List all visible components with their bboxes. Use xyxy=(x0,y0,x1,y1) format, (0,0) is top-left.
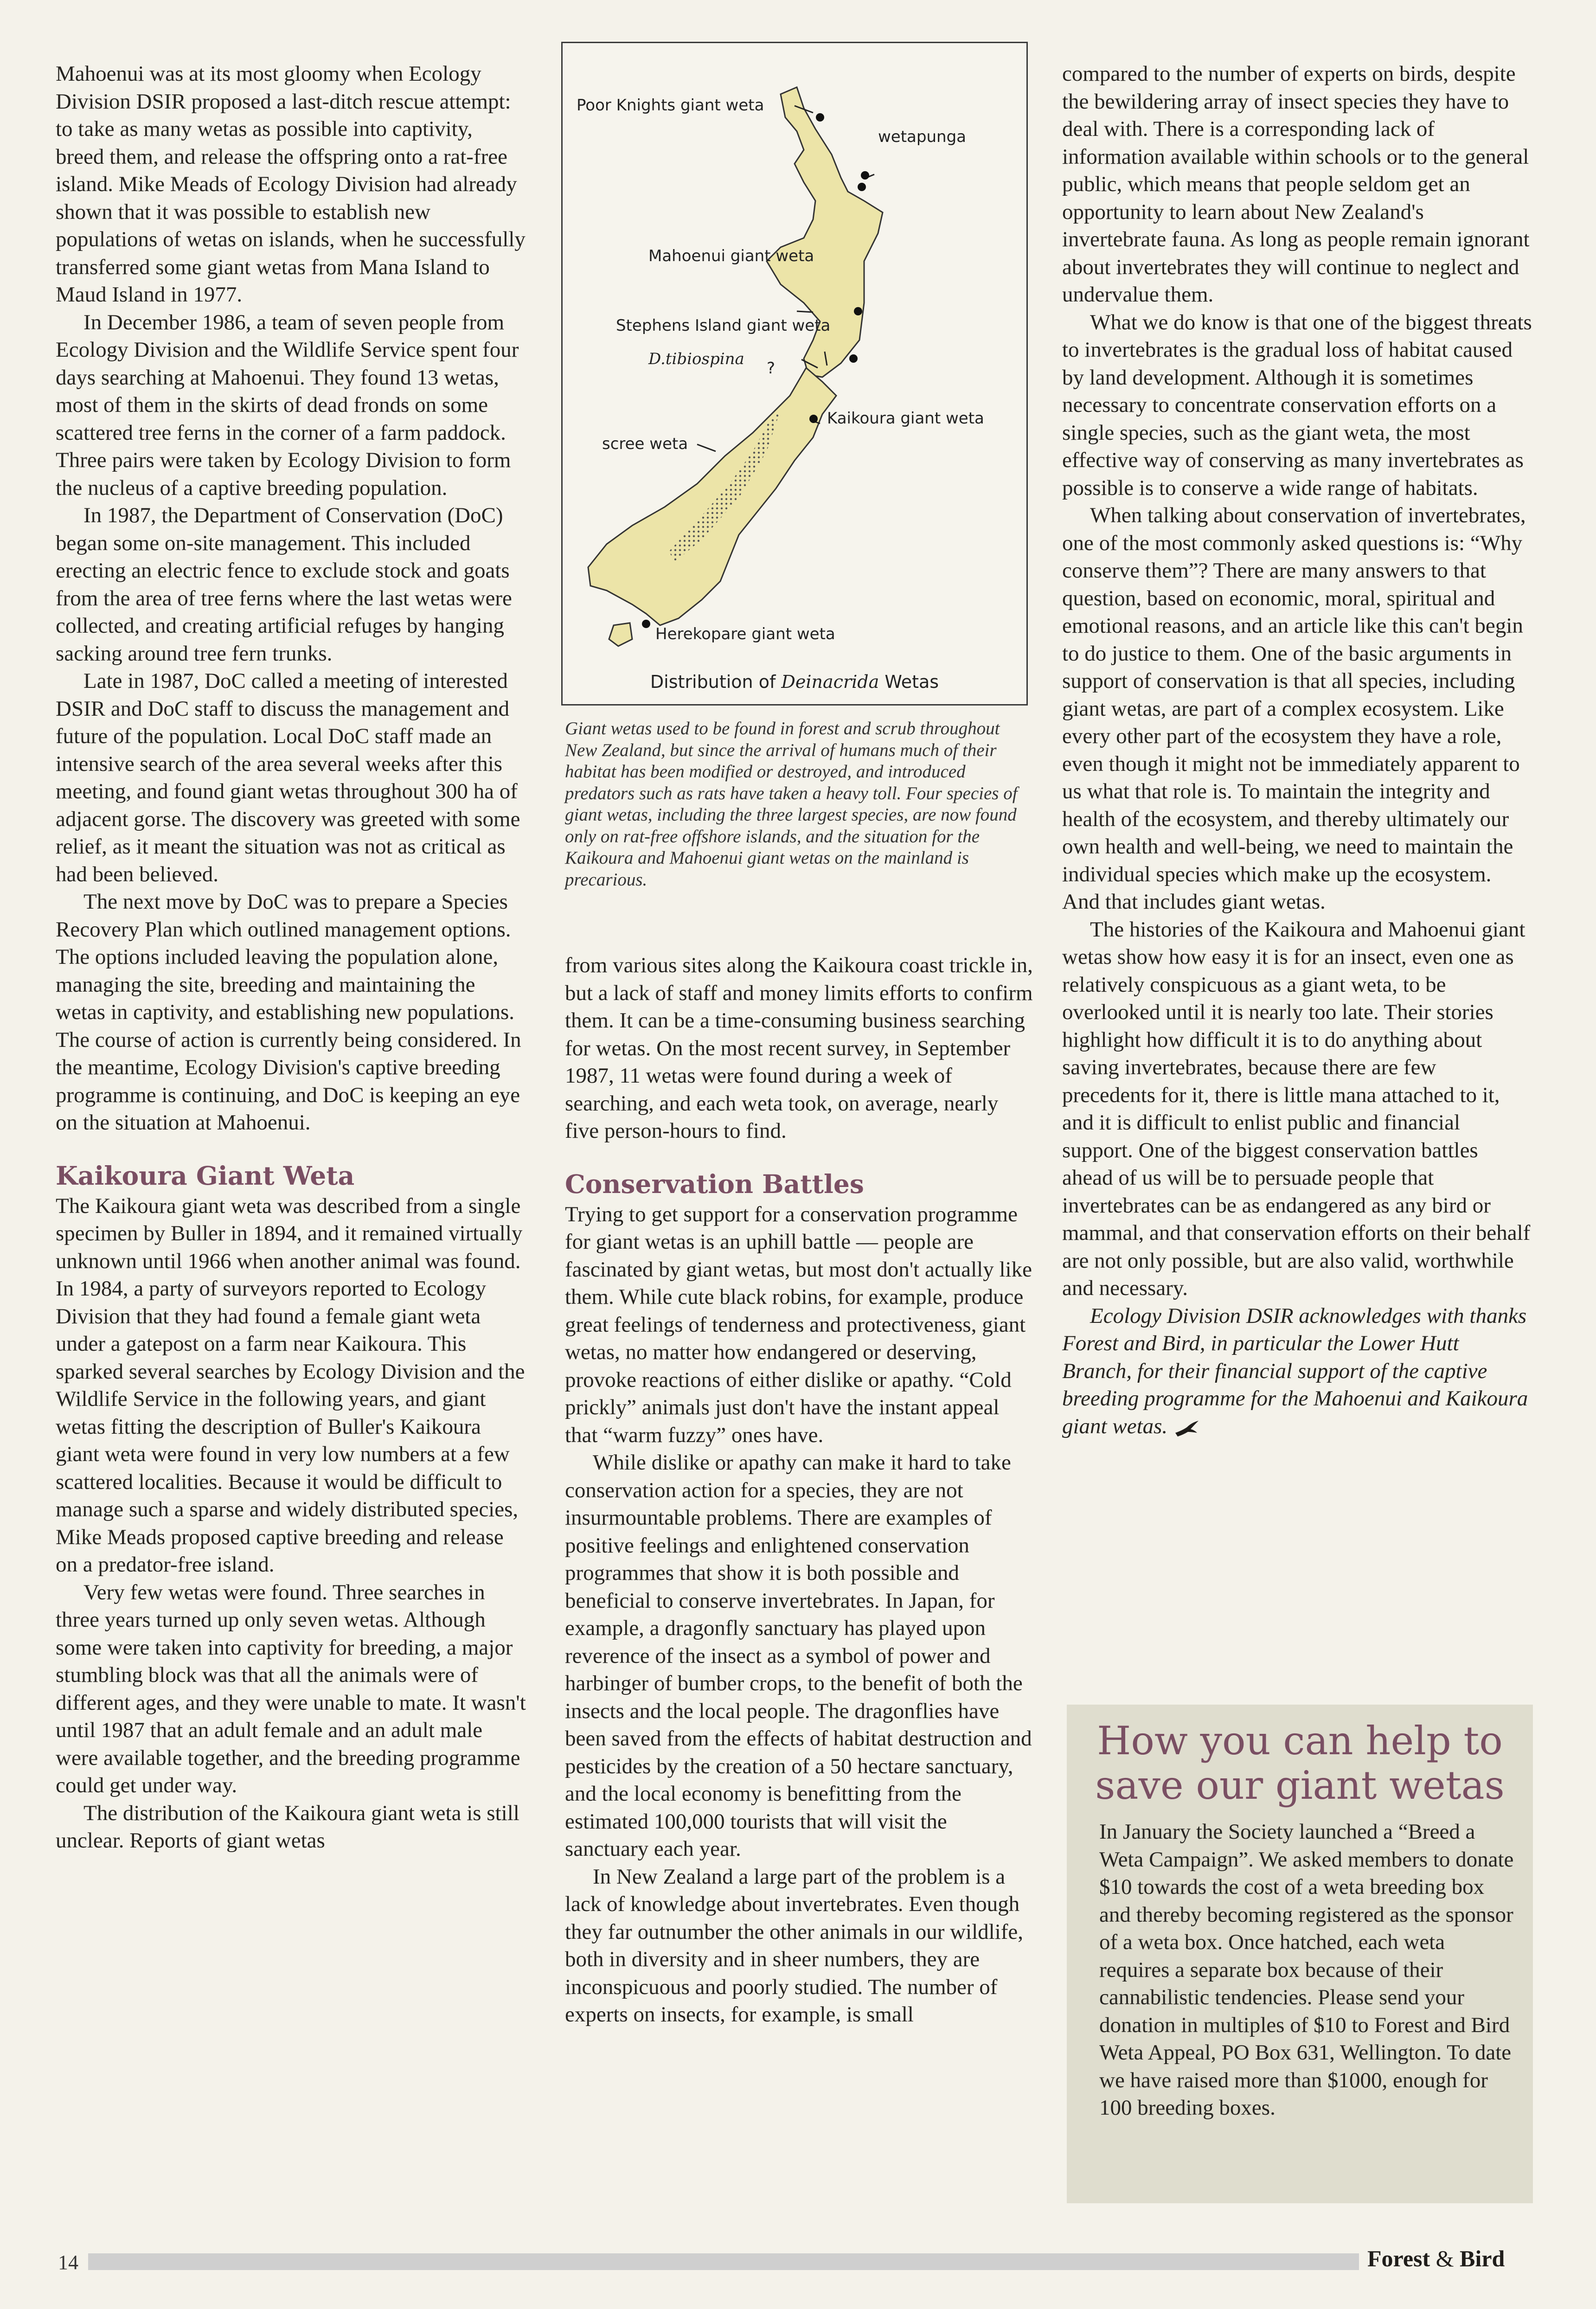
paragraph: What we do know is that one of the biggest threats to invertebrates is the gradual loss of habitat caused by land development. Although it is sometimes necessary to concentrate conservation efforts on a single species, such as the giant weta, the most effective way of conserving as many invertebrates as possible is to conserve a wide range of habitats. xyxy=(1062,310,1532,500)
paragraph: Trying to get support for a conservation programme for giant wetas is an uphill battle — people are fascinated by giant wetas, but most don't actually like them. While cute black robins, for example, produce great feelings of tenderness and protectiveness, giant wetas, no matter how endangered or deserving, provoke reactions of either dislike or apathy. “Cold prickly” animals just don't have the instant appeal that “warm fuzzy” ones have. xyxy=(565,1202,1032,1447)
paragraph: Late in 1987, DoC called a meeting of interested DSIR and DoC staff to discuss the management and future of the population. Local DoC staff made an intensive search of the area several weeks after this meeting, and found giant wetas throughout 300 ha of adjacent gorse. The discovery was greeted with some relief, as it meant the situation was not as critical as had been believed. xyxy=(56,669,520,886)
map-title xyxy=(563,672,1026,692)
distribution-map xyxy=(561,42,1028,706)
label-wetapunga: wetapunga xyxy=(878,128,966,146)
paragraph: The next move by DoC was to prepare a Species Recovery Plan which outlined management options. The options included leaving the population alone, managing the site, breeding and maintaining the wetas in captivity, and establishing new populations. The course of action is currently being considered. In the meantime, Ecology Division's captive breeding programme is continuing, and DoC is keeping an eye on the situation at Mahoenui. xyxy=(56,890,521,1135)
label-herekopare: Herekopare giant weta xyxy=(655,625,835,643)
location-dot-icon xyxy=(849,354,858,363)
left-paragraphs-2 xyxy=(56,1193,526,1855)
magazine-title-part1: Forest xyxy=(1367,2245,1430,2271)
help-sidebar xyxy=(1067,1705,1533,2203)
paragraph: The Kaikoura giant weta was described from a single specimen by Buller in 1894, and it remained virtually unknown until 1966 when another animal was found. In 1984, a party of surveyors reported to Ecology Division that they had found a female giant weta under a gatepost on a farm near Kaikoura. This sparked several searches by Ecology Division and the Wildlife Service in the following years, and giant wetas fitting the description of Buller's Kaikoura giant weta were found in very low numbers at a few scattered localities. Because it would be difficult to manage such a sparse and widely distributed species, Mike Meads proposed captive breeding and release on a predator-free island. xyxy=(56,1193,525,1577)
page-number: 14 xyxy=(58,2251,78,2274)
magazine-title-part2: Bird xyxy=(1460,2245,1505,2271)
paragraph: When talking about conservation of invertebrates, one of the most commonly asked questions is: “Why conserve them”? There are many answers to that question, based on economic, moral, spiritual and emotional reasons, and an article like this can't begin to do justice to them. One of the basic arguments in support of conservation is that all species, including giant wetas, are part of a complex ecosystem. Like every other part of the ecosystem they have a role, even though it might not be immediately apparent to us what that role is. To maintain the integrity and health of the ecosystem, and thereby ultimately our own health and well-being, we need to maintain the individual species which make up the ecosystem. And that includes giant wetas. xyxy=(1062,503,1526,914)
kaikoura-heading: Kaikoura Giant Weta xyxy=(56,1160,355,1191)
paragraph: Very few wetas were found. Three searches in three years turned up only seven wetas. Although some were taken into captivity for breeding, a major stumbling block was that all the animals were of different ages, and they were unable to mate. It wasn't until 1987 that an adult female and an adult male were available together, and the breeding programme could get under way. xyxy=(56,1580,526,1797)
location-dot-icon xyxy=(809,415,818,423)
paragraph: In December 1986, a team of seven people from Ecology Division and the Wildlife Service spent four days searching at Mahoenui. They found 13 wetas, most of them in the skirts of dead fronds on some scattered tree ferns in the corner of a farm paddock. Three pairs were taken by Ecology Division to form the nucleus of a captive breeding population. xyxy=(56,310,519,500)
label-poor-knights: Poor Knights giant weta xyxy=(577,96,764,115)
location-dot-icon xyxy=(642,620,650,628)
label-tibiospina: D.tibiospina xyxy=(648,350,744,368)
left-paragraphs-1 xyxy=(56,60,526,1137)
location-dot-icon xyxy=(816,113,824,122)
label-stephens: Stephens Island giant weta xyxy=(616,316,831,335)
location-dot-icon xyxy=(858,183,866,191)
label-question-mark: ? xyxy=(767,359,776,378)
stewart-island-shape xyxy=(609,623,632,646)
left-column xyxy=(56,60,526,1855)
footer-rule xyxy=(88,2253,1359,2270)
paragraph: compared to the number of experts on birds, despite the bewildering array of insect species they have to deal with. There is a corresponding lack of information available within schools or to the general public, which means that people seldom get an opportunity to learn about New Zealand's invertebrate fauna. As long as people remain ignorant about invertebrates they will continue to neglect and undervalue them. xyxy=(1062,62,1530,307)
paragraph: The distribution of the Kaikoura giant weta is still unclear. Reports of giant wetas xyxy=(56,1801,519,1853)
right-column xyxy=(1062,60,1533,1440)
south-island-shape xyxy=(588,368,836,625)
middle-column xyxy=(565,952,1036,2029)
location-dot-icon xyxy=(861,171,869,180)
conservation-battles-heading: Conservation Battles xyxy=(565,1168,864,1199)
paragraph: In New Zealand a large part of the problem is a lack of knowledge about invertebrates. Even though they far outnumber the other animals in our wildlife, both in diversity and in sheer numbers, they are inconspicuous and poorly studied. The number of experts on insects, for example, is small xyxy=(565,1864,1024,2027)
acknowledgement-text: Ecology Division DSIR acknowledges with thanks Forest and Bird, in particular the Lower Hutt Branch, for their financial support of the captive breeding programme for the Mahoenui and Kaikoura giant wetas. xyxy=(1062,1303,1528,1438)
label-scree: scree weta xyxy=(602,435,688,453)
label-kaikoura: Kaikoura giant weta xyxy=(827,409,984,428)
magazine-title xyxy=(1367,2245,1505,2272)
map-caption: Giant wetas used to be found in forest and scrub throughout New Zealand, but since the arrival of humans much of their habitat has been modified or destroyed, and introduced predators such as rats have taken a heavy toll. Four species of giant wetas, including the three largest species, are now found only on rat-free offshore islands, and the situation for the Kaikoura and Mahoenui giant wetas on the mainland is precarious. xyxy=(565,718,1018,890)
acknowledgement xyxy=(1062,1302,1533,1441)
paragraph: In 1987, the Department of Conservation (DoC) began some on-site management. This included erecting an electric fence to exclude stock and goats from the area of tree ferns where the last wetas were collected, and creating artificial refuges by hanging sacking around tree fern trunks. xyxy=(56,503,512,666)
paragraph: While dislike or apathy can make it hard to take conservation action for a species, they are not insurmountable problems. There are examples of positive feelings and enlightened conservation programmes that show it is both possible and beneficial to conserve invertebrates. In Japan, for example, a dragonfly sanctuary has played upon reverence of the insect as a symbol of power and harbinger of bumber crops, to the benefit of both the insects and the local people. The dragonflies have been saved from the effects of habitat destruction and pesticides by the creation of a 50 hectare sanctuary, and the local economy is benefitting from the estimated 100,000 tourists that will visit the sanctuary each year. xyxy=(565,1450,1032,1861)
sidebar-body: In January the Society launched a “Breed a Weta Campaign”. We asked members to donate $10 towards the cost of a weta breeding box and thereby becoming registered as the sponsor of a weta box. Once hatched, each weta requires a separate box because of their cannabilistic tendencies. Please send your donation in multiples of $10 to Forest and Bird Weta Appeal, PO Box 631, Wellington. To date we have raised more than $1000, enough for 100 breeding boxes. xyxy=(1099,1820,1514,2120)
paragraph: Mahoenui was at its most gloomy when Ecology Division DSIR proposed a last-ditch rescue attempt: to take as many wetas as possible into captivity, breed them, and release the offspring onto a rat-free island. Mike Meads of Ecology Division had already shown that it was possible to establish new populations of wetas on islands, when he successfully transferred some giant wetas from Mana Island to Maud Island in 1977. xyxy=(56,62,526,307)
map-title-prefix: Distribution of xyxy=(650,672,776,692)
label-mahoenui: Mahoenui giant weta xyxy=(648,247,814,265)
bird-icon xyxy=(1173,1419,1201,1437)
location-dot-icon xyxy=(854,307,862,315)
paragraph: from various sites along the Kaikoura coast trickle in, but a lack of staff and money limits efforts to confirm them. It can be a time-consuming business searching for wetas. On the most recent survey, in September 1987, 11 wetas were found during a week of searching, and each weta took, on average, nearly five person-hours to find. xyxy=(565,953,1033,1143)
magazine-title-amp: & xyxy=(1436,2245,1454,2271)
sidebar-title: How you can help to save our giant wetas xyxy=(1095,1718,1505,1808)
map-title-suffix: Wetas xyxy=(885,672,939,692)
paragraph: The histories of the Kaikoura and Mahoenui giant wetas show how easy it is for an insect, even one as relatively conspicuous as a giant weta, to be overlooked until it is nearly too late. Their stories highlight how difficult it is to do anything about saving invertebrates, because there are few precedents for it, there is little mana attached to it, and it is difficult to enlist public and financial support. One of the biggest conservation battles ahead of us will be to persuade people that invertebrates can be as endangered as any bird or mammal, and that conservation efforts on their behalf are not only possible, but are also valid, worthwhile and necessary. xyxy=(1062,917,1531,1300)
map-title-genus: Deinacrida xyxy=(781,672,879,692)
